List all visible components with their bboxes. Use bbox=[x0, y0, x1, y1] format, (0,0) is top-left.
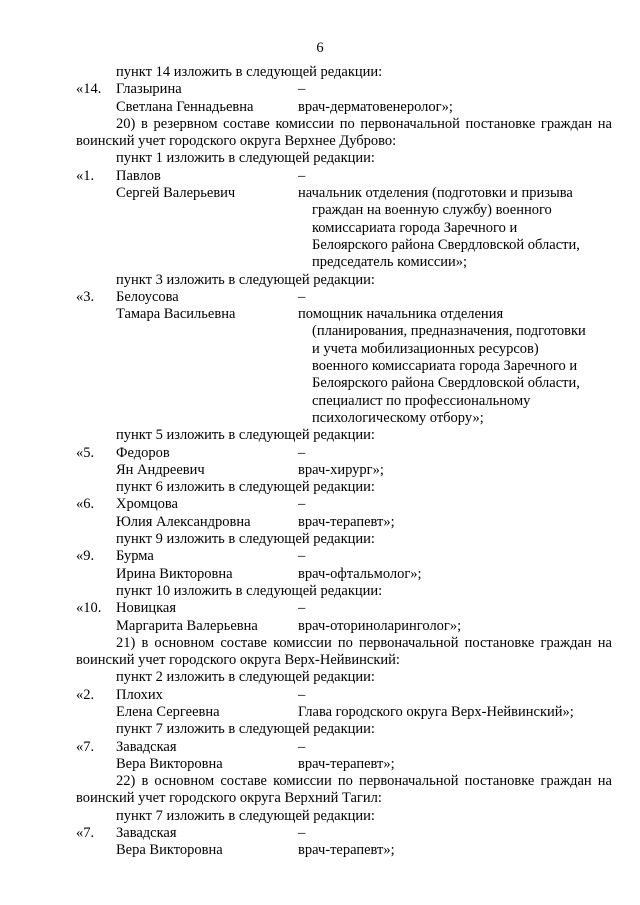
amendment-instruction: пункт 2 изложить в следующей редакции: bbox=[116, 669, 375, 686]
member-position bbox=[298, 739, 612, 774]
member-position bbox=[298, 548, 612, 583]
amendment-instruction: пункт 7 изложить в следующей редакции: bbox=[116, 721, 375, 738]
member-given-names: Ирина Викторовна bbox=[116, 565, 233, 582]
amendment-instruction: пункт 5 изложить в следующей редакции: bbox=[116, 427, 375, 444]
dash-separator: – bbox=[298, 444, 306, 461]
member-name bbox=[116, 687, 296, 722]
position-line: (планирования, предназначения, подготовки bbox=[312, 323, 586, 340]
member-given-names: Вера Викторовна bbox=[116, 842, 223, 859]
member-given-names: Вера Викторовна bbox=[116, 755, 223, 772]
member-name bbox=[116, 289, 296, 324]
entry-number: «1. bbox=[76, 167, 95, 184]
dash-separator: – bbox=[298, 686, 306, 703]
page-number: 6 bbox=[316, 40, 324, 56]
position-line: – Глава городского округа Верх-Нейвинский»; bbox=[298, 686, 574, 720]
member-name bbox=[116, 81, 296, 116]
member-name bbox=[116, 548, 296, 583]
entry-number: «2. bbox=[76, 686, 95, 703]
amendment-instruction: пункт 1 изложить в следующей редакции: bbox=[116, 150, 375, 167]
dash-separator: – bbox=[298, 548, 306, 565]
section-paragraph: 20) в резервном составе комиссии по первоначальной постановке граждан на воинский учет городского округа Верхнее Дуброво: bbox=[76, 115, 612, 150]
amendment-instruction: пункт 14 изложить в следующей редакции: bbox=[116, 64, 383, 80]
member-surname: Федоров bbox=[116, 444, 170, 461]
position-line: – врач-дерматовенеролог»; bbox=[298, 81, 453, 115]
member-name bbox=[116, 825, 296, 860]
member-entry bbox=[76, 289, 612, 427]
member-surname: Плохих bbox=[116, 686, 163, 703]
section-paragraph: 21) в основном составе комиссии по первоначальной постановке граждан на воинский учет городского округа Верх-Нейвинский: bbox=[76, 634, 612, 669]
position-line: – начальник отделения (подготовки и призыва bbox=[298, 167, 573, 202]
entry-number: «10. bbox=[76, 600, 102, 617]
member-position bbox=[298, 445, 612, 480]
member-surname: Павлов bbox=[116, 167, 161, 184]
document-body bbox=[76, 64, 612, 860]
member-entry bbox=[76, 168, 612, 272]
dash-separator: – bbox=[298, 496, 306, 513]
amendment-instruction: пункт 9 изложить в следующей редакции: bbox=[116, 531, 375, 548]
member-surname: Завадская bbox=[116, 825, 177, 842]
entry-number: «6. bbox=[76, 496, 95, 513]
dash-separator: – bbox=[298, 825, 306, 842]
position-line: – врач-оториноларинголог»; bbox=[298, 600, 462, 634]
position-line: специалист по профессиональному bbox=[312, 392, 531, 409]
position-line: Белоярского района Свердловской области, bbox=[312, 375, 580, 392]
member-name bbox=[116, 168, 296, 203]
amendment-instruction: пункт 6 изложить в следующей редакции: bbox=[116, 479, 375, 496]
position-line: – врач-терапевт»; bbox=[298, 738, 395, 772]
member-position bbox=[298, 600, 612, 635]
member-surname: Хромцова bbox=[116, 496, 178, 513]
member-given-names: Елена Сергеевна bbox=[116, 703, 220, 720]
amendment-instruction: пункт 7 изложить в следующей редакции: bbox=[116, 807, 375, 824]
member-name bbox=[116, 445, 296, 480]
member-given-names: Ян Андреевич bbox=[116, 461, 205, 478]
section-paragraph: 22) в основном составе комиссии по первоначальной постановке граждан на воинский учет городского округа Верхний Тагил: bbox=[76, 773, 612, 807]
dash-separator: – bbox=[298, 81, 306, 98]
position-line: Белоярского района Свердловской области, bbox=[312, 236, 580, 253]
member-entry bbox=[76, 496, 612, 531]
member-given-names: Тамара Васильевна bbox=[116, 306, 236, 323]
member-given-names: Маргарита Валерьевна bbox=[116, 617, 258, 634]
position-line: – врач-терапевт»; bbox=[298, 496, 395, 530]
dash-separator: – bbox=[298, 600, 306, 617]
member-name bbox=[116, 600, 296, 635]
position-line: председатель комиссии»; bbox=[312, 254, 468, 271]
position-line: – врач-офтальмолог»; bbox=[298, 548, 422, 582]
position-line: военного комиссариата города Заречного и bbox=[312, 358, 578, 375]
member-position bbox=[298, 81, 612, 116]
position-line: и учета мобилизационных ресурсов) bbox=[312, 340, 539, 357]
member-surname: Новицкая bbox=[116, 600, 177, 617]
position-line: – помощник начальника отделения bbox=[298, 288, 504, 323]
member-position bbox=[298, 825, 612, 860]
entry-number: «9. bbox=[76, 548, 95, 565]
member-surname: Бурма bbox=[116, 548, 154, 565]
member-entry bbox=[76, 687, 612, 722]
member-entry bbox=[76, 548, 612, 583]
position-line: – врач-терапевт»; bbox=[298, 825, 395, 859]
member-position bbox=[298, 168, 612, 272]
entry-number: «7. bbox=[76, 738, 95, 755]
member-entry bbox=[76, 825, 612, 860]
member-entry bbox=[76, 600, 612, 635]
amendment-instruction: пункт 10 изложить в следующей редакции: bbox=[116, 582, 383, 599]
entry-number: «7. bbox=[76, 825, 95, 842]
member-name bbox=[116, 496, 296, 531]
member-entry bbox=[76, 739, 612, 774]
member-position bbox=[298, 289, 612, 427]
member-entry bbox=[76, 445, 612, 480]
member-position bbox=[298, 496, 612, 531]
amendment-instruction: пункт 3 изложить в следующей редакции: bbox=[116, 271, 375, 288]
position-line: граждан на военную службу) военного bbox=[312, 202, 552, 219]
position-line: комиссариата города Заречного и bbox=[312, 219, 518, 236]
member-entry bbox=[76, 81, 612, 116]
member-surname: Завадская bbox=[116, 738, 177, 755]
member-position bbox=[298, 687, 612, 722]
position-line: – врач-хирург»; bbox=[298, 444, 384, 478]
member-surname: Белоусова bbox=[116, 288, 179, 305]
entry-number: «14. bbox=[76, 81, 102, 98]
member-given-names: Сергей Валерьевич bbox=[116, 185, 236, 202]
position-line: психологическому отбору»; bbox=[312, 409, 484, 426]
member-name bbox=[116, 739, 296, 774]
member-given-names: Светлана Геннадьевна bbox=[116, 98, 254, 115]
entry-number: «5. bbox=[76, 444, 95, 461]
dash-separator: – bbox=[298, 288, 306, 305]
dash-separator: – bbox=[298, 738, 306, 755]
entry-number: «3. bbox=[76, 288, 95, 305]
member-given-names: Юлия Александровна bbox=[116, 513, 251, 530]
member-surname: Глазырина bbox=[116, 81, 182, 98]
dash-separator: – bbox=[298, 167, 306, 184]
